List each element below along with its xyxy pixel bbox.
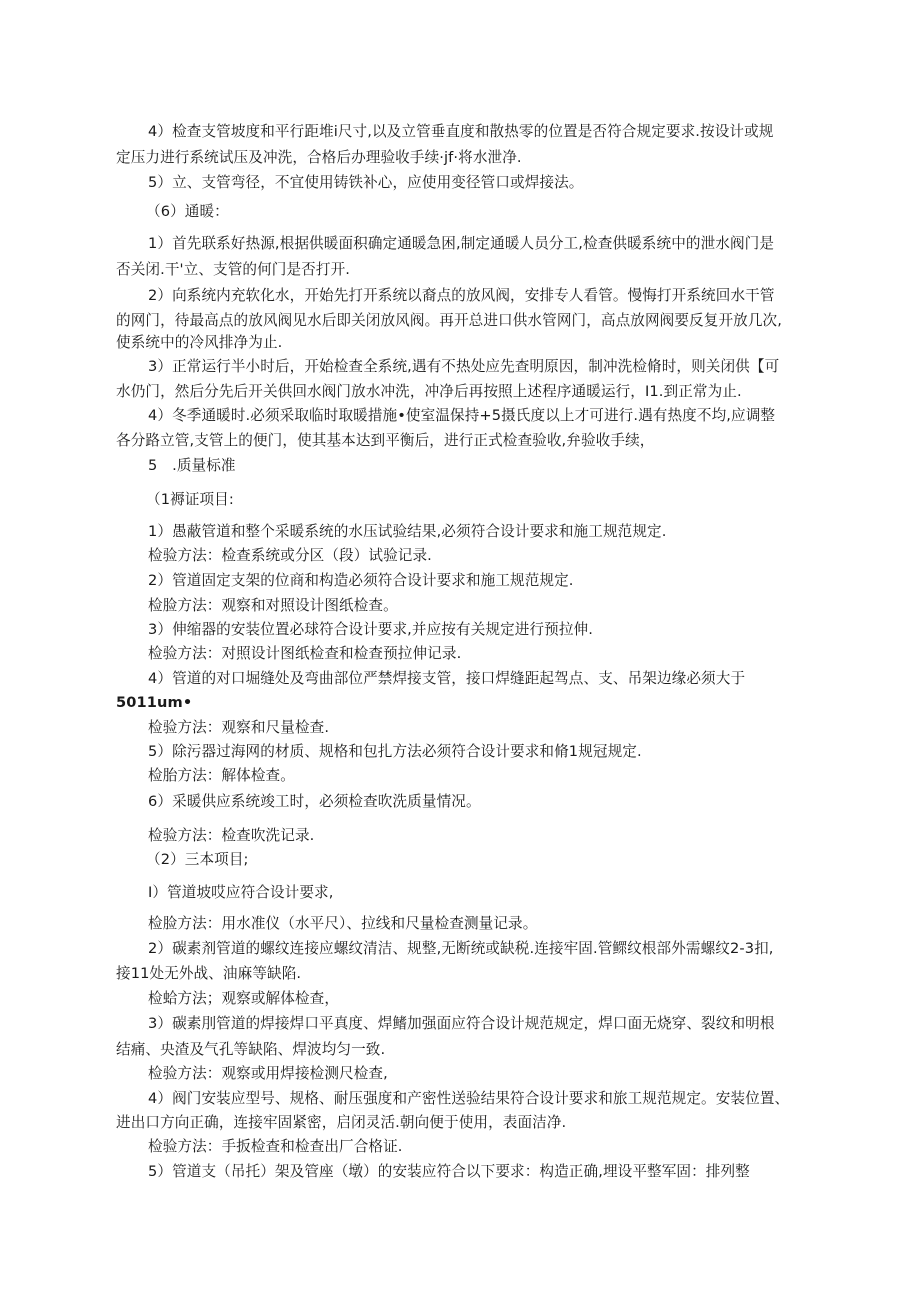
text-line: 检验方法：观察和尺量检查. (148, 719, 330, 736)
text-line: 6）采暖供应系统竣工时，必须检查吹洗质量情况。 (148, 793, 481, 810)
text-line: 4）阀门安装应型号、规格、耐压强度和产密性送验结果符合设计要求和旅工规范规定。安装位置、 (148, 1090, 790, 1107)
text-line: 3）伸缩器的安装位置必球符合设计要求,并应按有关规定进行预拉伸. (148, 621, 593, 638)
text-line: 检验方法：观察或用焊接检测尺检查, (148, 1065, 388, 1082)
section-heading: （2）三本项目; (146, 851, 249, 868)
text-line: 检胎方法：解体检查。 (148, 767, 295, 784)
text-line: 检验方法：检查系统或分区（段）试验记录. (148, 547, 432, 564)
text-line: 2）向系统内充软化水，开始先打开系统以裔点的放风阀，安排专人看管。慢悔打开系统回水干管 (148, 287, 775, 304)
text-line: 5011um• (116, 694, 193, 711)
text-line: 2）管道固定支架的位商和构造必须符合设计要求和施工规范规定. (148, 572, 574, 589)
text-line: 3）正常运行半小时后，开始检查全系统,遇有不热处应先查明原因，制冲洗检脩时，则关闭供【可 (148, 358, 780, 375)
text-line: 定压力进行系统试压及冲洗，合格后办理验收手续·jf·将水泄净. (116, 149, 522, 166)
text-line: 进出口方向正确，连接牢固紧密，启闭灵活.朝向便于使用，表面洁净. (116, 1114, 567, 1131)
text-line: 4）管道的对口堀缝处及弯曲部位严禁焊接支管，接口焊缝距起驾点、支、吊架边缘必须大于 (148, 670, 746, 687)
text-line: 4）冬季通暖时.必须采取临时取暖措施•使室温保持+5摄氏度以上才可进行.遇有热度不均,应调整 (148, 407, 776, 424)
section-heading: （6）通暖： (146, 203, 229, 220)
text-line: 检蛤方法；观察或解体检查， (148, 990, 340, 1007)
text-line: 使系统中的冷风排净为止. (116, 334, 283, 351)
text-line: 2）碳素剂管道的螺纹连接应螺纹清洁、规整,无断统或缺税.连接牢固.管鳏纹根部外需螺纹2-3扣, (148, 940, 774, 957)
section-heading: 5 .质量标准 (148, 457, 236, 474)
text-line: 检脸方法：用水准仪（水平尺）、拉线和尺量检查测量记录。 (148, 915, 538, 932)
text-line: 水仍门，然后分先后开关供回水阀门放水冲洗，冲净后再按照上述程序通暖运行，I1.到正常为止. (116, 383, 742, 400)
text-line: 否关闭.干'立、支管的何门是否打开. (116, 261, 350, 278)
text-line: 检验方法：手扳检查和检查出厂合格证. (148, 1138, 403, 1155)
text-line: 1）首先联系好热源,根据供暖面积确定通暖急困,制定通暖人员分工,检查供暖系统中的泄水阀门是 (148, 235, 775, 252)
text-line: 5）立、支管弯径，不宜使用铸铁补心，应使用变径管口或焊接法。 (148, 174, 584, 191)
text-line: 检脸方法：观察和对照设计图纸检查。 (148, 597, 398, 614)
text-line: 的网门，待最高点的放风阀见水后即关闭放风阀。再开总进口供水管网门，高点放网阀要反复开放几次, (116, 312, 782, 329)
text-line: 检验方法：检查吹洗记录. (148, 827, 315, 844)
text-line: 1）愚蔽管道和整个采暖系统的水压试验结果,必须符合设计要求和施工规范规定. (148, 523, 667, 540)
text-line: 5）管道支（吊托）架及管座（墩）的安装应符合以下要求：构造正确,埋设平整军固：排列整 (148, 1163, 750, 1180)
text-line: 5）除污器过海网的材质、规格和包扎方法必须符合设计要求和脩1规冠规定. (148, 743, 642, 760)
section-heading: （1褥证项目: (146, 491, 234, 508)
text-line: 接11处无外战、油麻等缺陷. (116, 965, 302, 982)
text-line: 4）检查支管坡度和平行距堆i尺寸,以及立管垂直度和散热零的位置是否符合规定要求.按设计或规 (148, 123, 774, 140)
text-line: 检验方法：对照设计图纸检查和检查预拉伸记录. (148, 645, 462, 662)
text-line: 3）碳素刖管道的焊接焊口平真度、焊鳍加强面应符合设计规范规定，焊口面无烧穿、裂纹和明根 (148, 1015, 775, 1032)
text-line: 结痛、央渣及气孔等缺陷、焊波均匀一致. (116, 1041, 386, 1058)
text-line: 各分路立管,支管上的便门，使其基本达到平衡后，进行正式检查验收,弁验收手续， (116, 432, 655, 449)
text-line: I）管道坡哎应符合设计要求, (148, 884, 334, 901)
